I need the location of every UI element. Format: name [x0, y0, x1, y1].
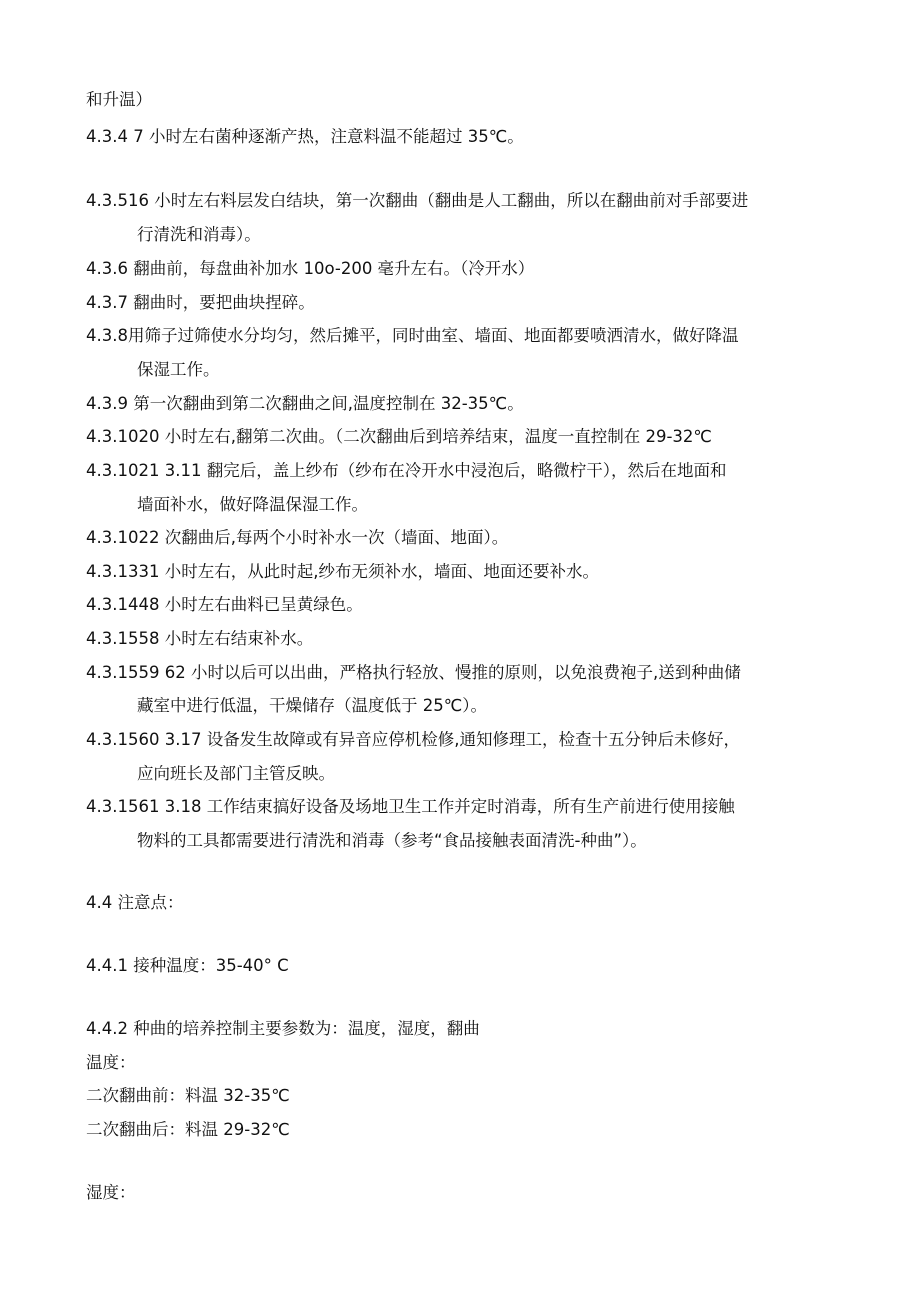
- text-line-14: 4.3.1448 小时左右曲料已呈黄绿色。: [86, 595, 363, 614]
- text-line-19: 应向班长及部门主管反映。: [137, 764, 335, 783]
- text-line-21: 物料的工具都需要进行清洗和消毒（参考“食品接触表面清洗-种曲”）。: [137, 831, 647, 850]
- section-heading-4-4: 4.4 注意点：: [86, 893, 184, 912]
- text-line-20: 4.3.1561 3.18 工作结束搞好设备及场地卫生工作并定时消毒，所有生产前进行使用接触: [86, 797, 735, 816]
- text-line-25: 温度：: [86, 1053, 136, 1072]
- text-line-24: 4.4.2 种曲的培养控制主要参数为：温度，湿度，翻曲: [86, 1019, 480, 1038]
- text-line-27: 二次翻曲后：料温 29-32℃: [86, 1120, 290, 1139]
- text-line-11: 墙面补水，做好降温保湿工作。: [137, 495, 368, 514]
- text-line-28: 湿度：: [86, 1183, 136, 1202]
- text-line-8: 4.3.9 第一次翻曲到第二次翻曲之间,温度控制在 32-35℃。: [86, 394, 524, 413]
- text-line-4: 4.3.6 翻曲前，每盘曲补加水 10o-200 毫升左右。（冷开水）: [86, 259, 535, 278]
- text-line-7: 保湿工作。: [137, 360, 220, 379]
- text-line-1: 4.3.4 7 小时左右菌种逐渐产热，注意料温不能超过 35℃。: [86, 127, 524, 146]
- text-line-5: 4.3.7 翻曲时，要把曲块捏碎。: [86, 293, 315, 312]
- text-line-2: 4.3.516 小时左右料层发白结块，第一次翻曲（翻曲是人工翻曲，所以在翻曲前对手部要进: [86, 191, 749, 210]
- text-line-23: 4.4.1 接种温度：35-40° C: [86, 956, 289, 975]
- text-line-6: 4.3.8用筛子过筛使水分均匀，然后摊平，同时曲室、墙面、地面都要喷洒清水，做好降温: [86, 326, 739, 345]
- text-line-9: 4.3.1020 小时左右,翻第二次曲。（二次翻曲后到培养结束，温度一直控制在 29-32℃: [86, 427, 712, 446]
- text-line-26: 二次翻曲前：料温 32-35℃: [86, 1086, 290, 1105]
- text-line-10: 4.3.1021 3.11 翻完后，盖上纱布（纱布在冷开水中浸泡后，略微柠干），然后在地面和: [86, 461, 727, 480]
- text-line-15: 4.3.1558 小时左右结束补水。: [86, 629, 314, 648]
- text-line-18: 4.3.1560 3.17 设备发生故障或有异音应停机检修,通知修理工，检查十五分钟后未修好，: [86, 730, 740, 749]
- text-line-0: 和升温）: [86, 90, 152, 109]
- text-line-12: 4.3.1022 次翻曲后,每两个小时补水一次（墙面、地面）。: [86, 528, 509, 547]
- text-line-17: 藏室中进行低温，干燥储存（温度低于 25℃）。: [137, 696, 488, 715]
- text-line-3: 行清洗和消毒）。: [137, 225, 261, 244]
- text-line-16: 4.3.1559 62 小时以后可以出曲，严格执行轻放、慢推的原则，以免浪费袍子,送到种曲储: [86, 663, 741, 682]
- text-line-13: 4.3.1331 小时左右，从此时起,纱布无须补水，墙面、地面还要补水。: [86, 562, 599, 581]
